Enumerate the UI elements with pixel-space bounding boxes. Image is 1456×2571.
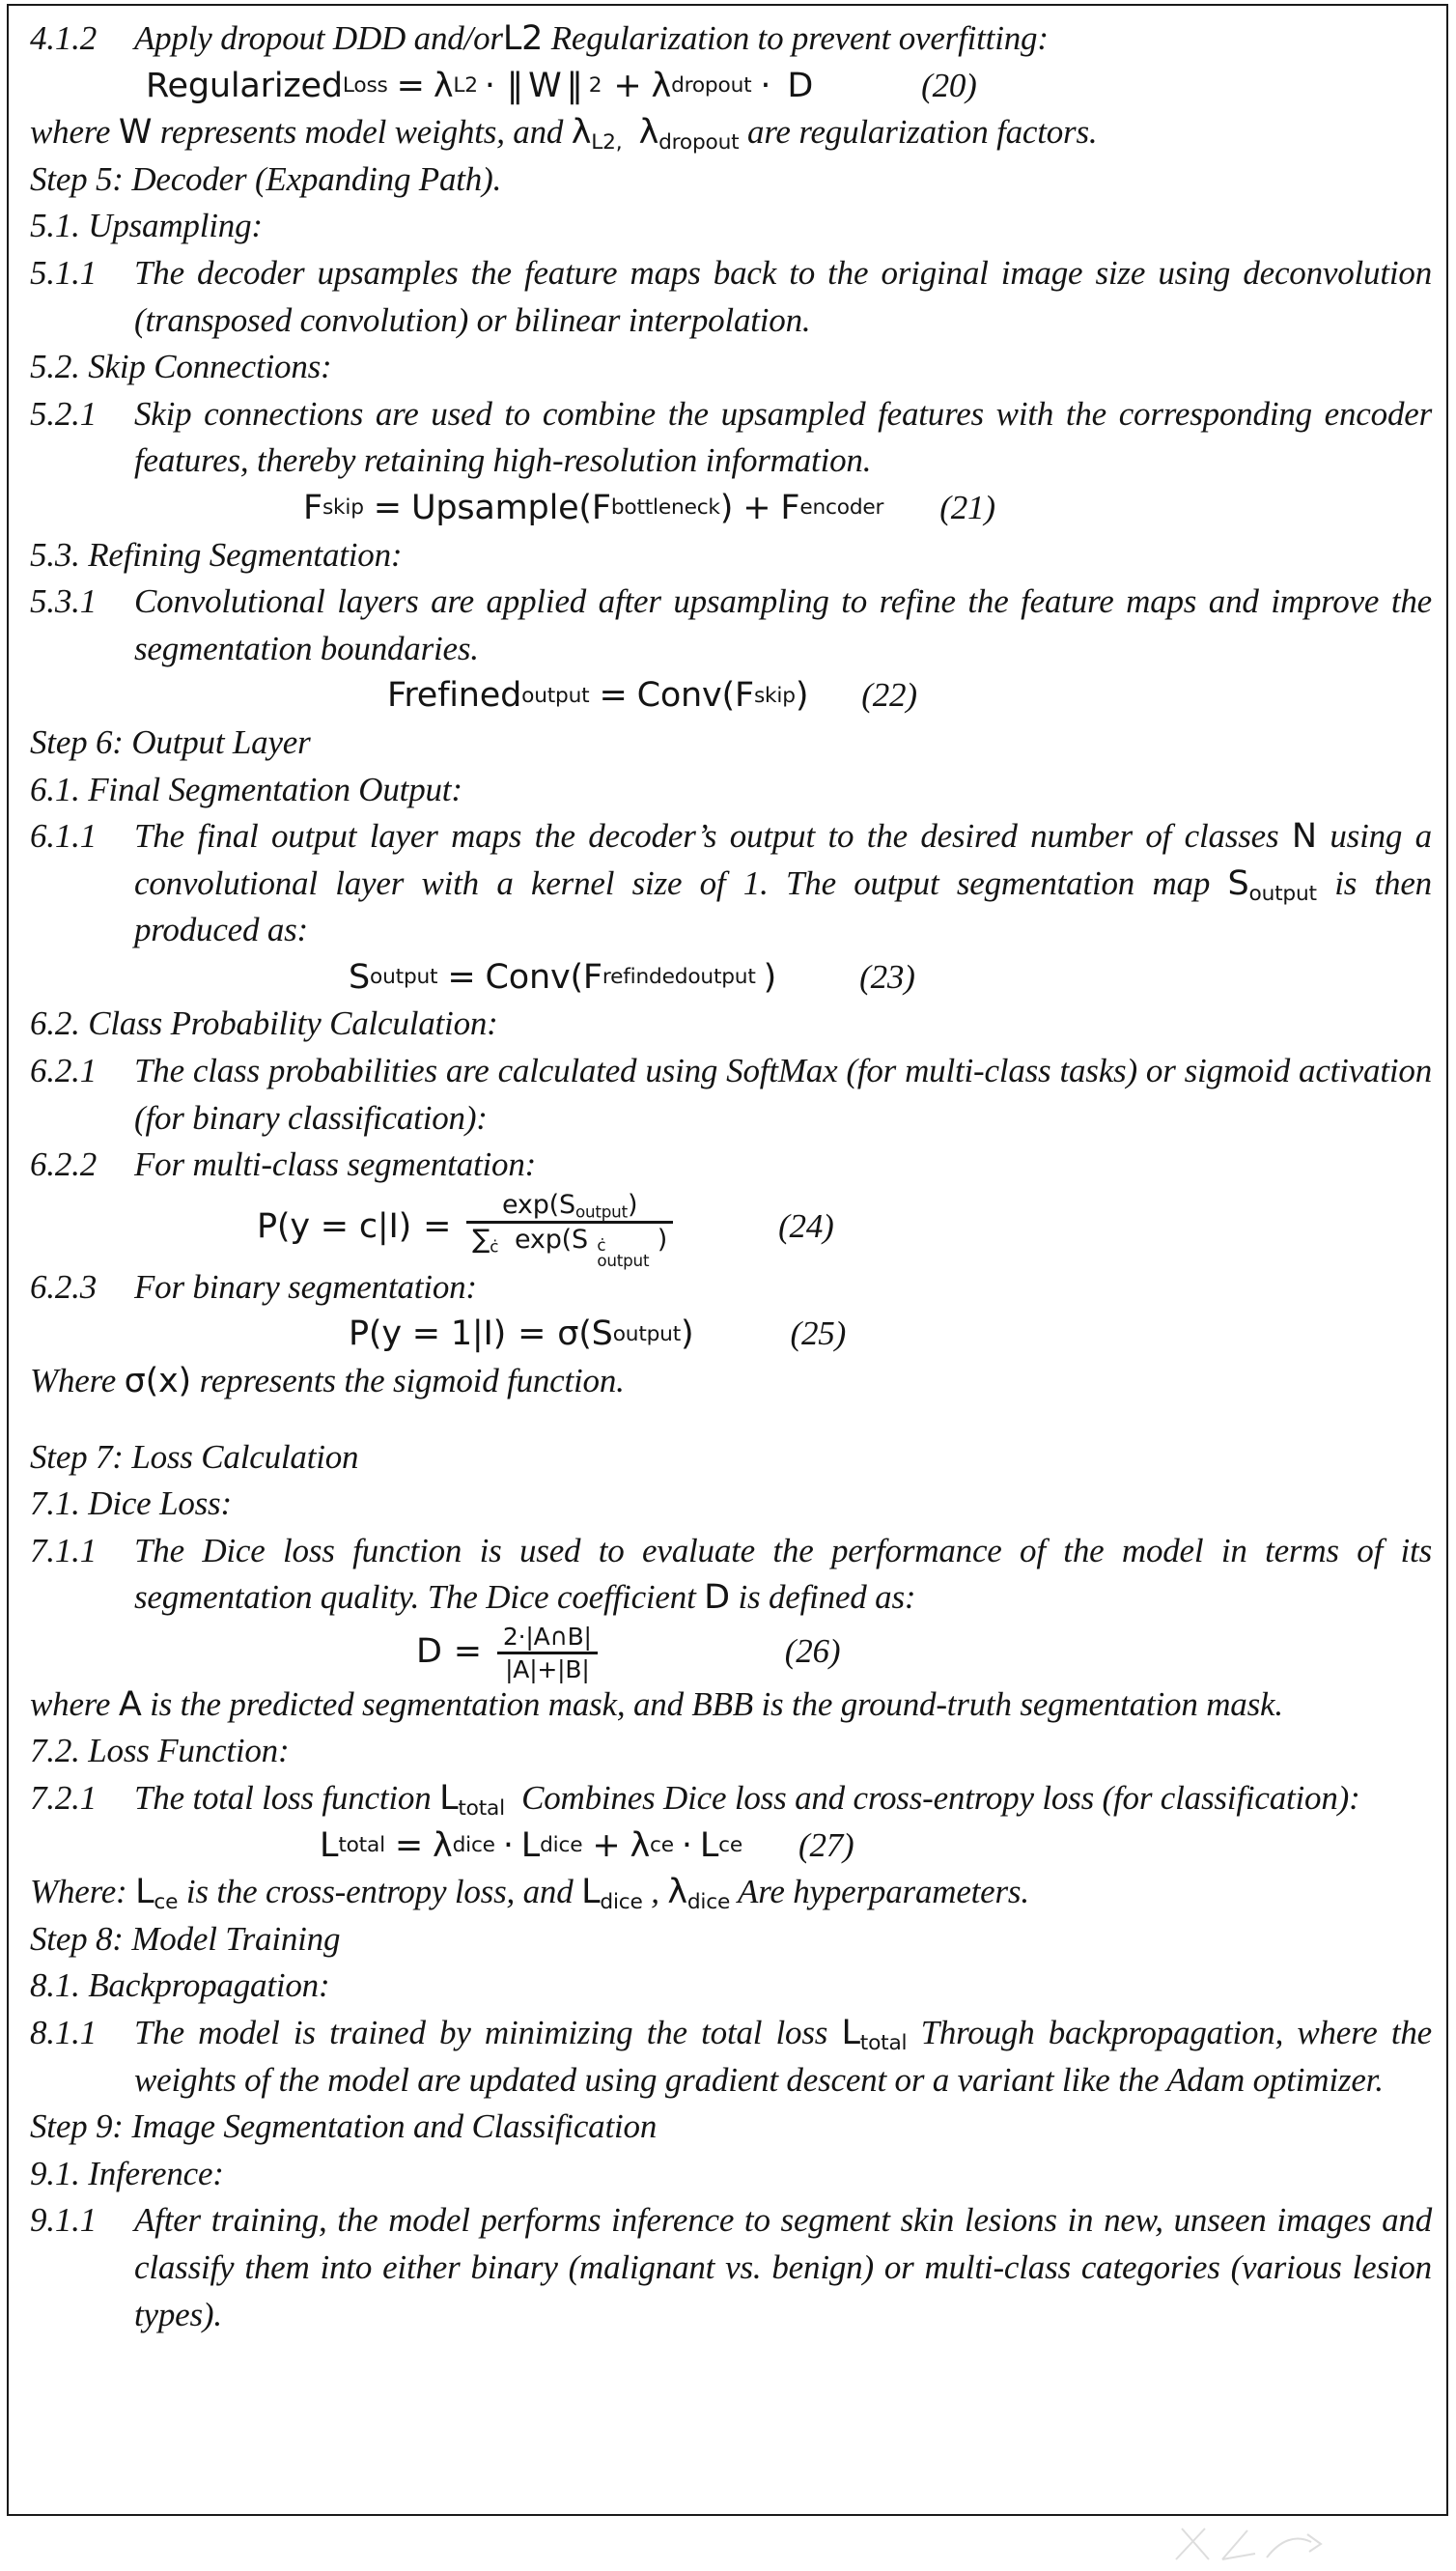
section-6-2-1-number: 6.2.1	[30, 1052, 98, 1090]
where25-tail: represents the sigmoid function.	[199, 1361, 625, 1399]
eq25-sigma: σ(S	[557, 1314, 613, 1354]
section-6-2-3-text: For binary segmentation:	[134, 1267, 477, 1306]
eq25-lhs: P(y = 1|I)	[349, 1314, 507, 1354]
eq24-equals: =	[423, 1206, 452, 1246]
section-4-1-2	[30, 15, 1432, 63]
section-5-3-1-text: Convolutional layers are applied after upsampling to refine the feature maps and improve the segmentation boundaries.	[134, 582, 1432, 667]
equation-23-number: (23)	[859, 957, 915, 996]
eq26-numerator: 2·|A∩B|	[502, 1622, 592, 1651]
heading-6-2: 6.2. Class Probability Calculation:	[30, 1004, 498, 1043]
eq22-equals: =	[599, 676, 628, 716]
eq23-equals: =	[447, 957, 476, 997]
heading-step-9: Step 9: Image Segmentation and Classification	[30, 2107, 658, 2146]
section-5-1-1-number: 5.1.1	[30, 253, 98, 292]
s611-part1: The final output layer maps the decoder’s output to the desired number of classes	[134, 817, 1279, 856]
where-clause-27	[30, 1869, 1432, 1916]
where27-comma: ,	[651, 1873, 659, 1911]
where20-lambda-dropout-sub: dropout	[658, 130, 740, 155]
where26-a-symbol: A	[118, 1684, 142, 1724]
s811-l-sub: total	[859, 2031, 908, 2056]
section-7-1-1-number: 7.1.1	[30, 1531, 98, 1569]
where27-lead: Where:	[30, 1873, 127, 1911]
equation-24	[30, 1189, 1432, 1270]
section-6-2-2-text: For multi-class segmentation:	[134, 1145, 537, 1184]
where20-lambda-l2-sub: L2,	[591, 130, 623, 155]
eq25-close: )	[681, 1314, 694, 1354]
section-7-2-1-text	[134, 1775, 1432, 1822]
where20-lambda-l2: λ	[571, 113, 592, 153]
equation-21-number: (21)	[939, 488, 995, 526]
s711-part1: The Dice loss function is used to evaluate the performance of the model in terms of its segmentation quality. The Dice coefficient	[134, 1531, 1432, 1617]
equation-27-body: L total = λ dice · L dice + λ ce · L ce (27)	[320, 1822, 854, 1870]
eq24-denom-fn: exp(S	[515, 1225, 588, 1256]
section-7-2-1	[30, 1775, 1432, 1822]
s711-part2: is defined as:	[738, 1578, 916, 1617]
where20-mid: represents model weights, and	[159, 113, 564, 152]
where20-lead: where	[30, 113, 111, 152]
equation-21-body: F skip = Upsample(F bottleneck ) + F encoder (21)	[303, 485, 995, 532]
equation-22-number: (22)	[861, 676, 917, 715]
eq21-close: )	[719, 488, 734, 527]
section-8-1-1-text	[134, 2010, 1432, 2104]
section-8-1-1	[30, 2010, 1432, 2104]
section-5-2-1	[30, 391, 1432, 485]
eq27-term1: L	[520, 1825, 541, 1865]
equation-25-body: P(y = 1|I) = σ(S output ) (25)	[349, 1311, 846, 1358]
eq27-dot2: ·	[681, 1825, 692, 1865]
eq20-lambda1: λ	[433, 66, 454, 105]
s721-l-sub: total	[458, 1796, 505, 1822]
where20-w: W	[118, 113, 153, 153]
eq24-denom-supsub	[597, 1237, 649, 1269]
eq24-denom-sup: ċ	[597, 1235, 606, 1256]
section-7-2-1-number: 7.2.1	[30, 1779, 98, 1818]
eq21-equals: =	[373, 488, 402, 527]
document-text-body	[30, 15, 1432, 2338]
section-6-2-3-number: 6.2.3	[30, 1267, 98, 1306]
heading-5-3: 5.3. Refining Segmentation:	[30, 535, 403, 574]
eq24-denom-sub: output	[597, 1250, 650, 1270]
equation-24-body	[257, 1189, 834, 1270]
equation-22-body: Frefined output = Conv(F skip ) (22)	[387, 672, 917, 720]
section-9-1-1-text: After training, the model performs inference to segment skin lesions in new, unseen images and classify them into either binary (malignant vs. benign) or multi-class categories (various lesion types).	[134, 2201, 1432, 2333]
s721-l-symbol: L	[439, 1779, 459, 1819]
heading-7-1: 7.1. Dice Loss:	[30, 1484, 232, 1523]
section-6-2-2	[30, 1142, 1432, 1189]
heading-step-5: Step 5: Decoder (Expanding Path).	[30, 159, 502, 198]
equation-27-number: (27)	[798, 1825, 854, 1864]
eq24-sigma: ∑	[472, 1225, 490, 1256]
s711-d-symbol: D	[704, 1578, 730, 1618]
section-9-1-1	[30, 2197, 1432, 2338]
heading-step-7: Step 7: Loss Calculation	[30, 1437, 359, 1476]
section-6-1-1-text	[134, 813, 1432, 954]
section-6-1-1-number: 6.1.1	[30, 817, 98, 856]
heading-step-8: Step 8: Model Training	[30, 1919, 341, 1958]
eq23-fn-sub-b: output	[687, 965, 756, 990]
eq20-lambda2: λ	[651, 66, 672, 105]
s811-part1: The model is trained by minimizing the total loss	[134, 2014, 828, 2052]
page-border-frame	[7, 4, 1448, 2516]
eq20-dot2: ·	[760, 66, 771, 105]
eq25-equals: =	[518, 1314, 546, 1354]
section-5-2-1-number: 5.2.1	[30, 394, 98, 433]
eq27-plus: +	[592, 1825, 621, 1865]
heading-5-2: 5.2. Skip Connections:	[30, 348, 332, 386]
section-8-1-1-number: 8.1.1	[30, 2014, 98, 2052]
l2-symbol: L2	[502, 19, 544, 58]
eq24-numer-fn: exp(S	[502, 1189, 575, 1220]
eq26-lhs: D	[416, 1631, 442, 1671]
eq24-numer-sub: output	[574, 1201, 628, 1222]
heading-7-2: 7.2. Loss Function:	[30, 1732, 290, 1770]
equation-26	[30, 1622, 1432, 1681]
eq23-lhs: S	[349, 957, 371, 997]
s611-s-sub: output	[1248, 881, 1317, 906]
section-9-1-1-number: 9.1.1	[30, 2201, 98, 2240]
section-5-3-1	[30, 579, 1432, 672]
where27-ldice: L	[581, 1873, 601, 1912]
s721-part1: The total loss function	[134, 1779, 432, 1818]
where20-tail: are regularization factors.	[747, 113, 1098, 152]
eq24-sigma-sub: ċ	[490, 1236, 499, 1257]
equation-20	[30, 63, 1432, 110]
watermark-mark	[1166, 2521, 1340, 2565]
equation-27	[30, 1822, 1432, 1870]
eq20-plus: +	[613, 66, 642, 105]
equation-25	[30, 1311, 1432, 1358]
equation-22	[30, 672, 1432, 720]
where26-tail: is the predicted segmentation mask, and BBB is the ground-truth segmentation mask.	[150, 1684, 1283, 1723]
eq24-numer-close: )	[627, 1189, 638, 1220]
eq26-equals: =	[453, 1631, 482, 1671]
s811-part2: Through backpropagation, where the weights of the model are updated using gradient descent or a variant like the Adam optimizer.	[134, 2014, 1432, 2099]
eq24-numerator	[496, 1191, 643, 1221]
where27-lamdice-sub: dice	[686, 1890, 731, 1915]
where26-lead: where	[30, 1684, 111, 1723]
section-6-2-1-text: The class probabilities are calculated using SoftMax (for multi-class tasks) or sigmoid activation (for binary classification):	[134, 1052, 1432, 1137]
equation-20-body: Regularized Loss = λ L2 · ‖ W ‖ 2 + λ dropout · D (20)	[146, 63, 977, 110]
section-7-1-1-text	[134, 1528, 1432, 1622]
equation-20-number: (20)	[921, 66, 977, 104]
eq20-lhs: Regularized	[146, 66, 343, 105]
where27-lamdice: λ	[667, 1873, 687, 1912]
heading-step-6: Step 6: Output Layer	[30, 722, 311, 761]
section-5-2-1-text: Skip connections are used to combine the upsampled features with the corresponding encoder features, thereby retaining high-resolution information.	[134, 394, 1432, 480]
eq20-norm-open: ‖	[506, 66, 524, 105]
eq24-denom-close: )	[657, 1225, 668, 1256]
where25-sigma: σ(x)	[124, 1361, 192, 1400]
eq21-fn: Upsample(F	[410, 488, 611, 527]
where27-lce-sub: ce	[154, 1890, 179, 1915]
where27-ldice-sub: dice	[600, 1890, 643, 1915]
equation-26-number: (26)	[784, 1631, 841, 1670]
section-5-3-1-number: 5.3.1	[30, 582, 98, 621]
eq27-term2: L	[699, 1825, 719, 1865]
section-4-1-2-text: Apply dropout DDD and/orL2 Regularization to prevent overfitting:	[134, 19, 1049, 58]
eq24-denominator	[466, 1224, 673, 1270]
eq22-close: )	[795, 676, 809, 716]
equation-24-number: (24)	[778, 1206, 834, 1245]
eq27-equals: =	[394, 1825, 424, 1865]
heading-8-1: 8.1. Backpropagation:	[30, 1966, 330, 2005]
where27-part1: is the cross-entropy loss, and	[185, 1873, 574, 1911]
eq20-dropterm: D	[787, 66, 814, 105]
heading-5-1: 5.1. Upsampling:	[30, 207, 263, 245]
paragraph-spacer	[30, 1405, 1432, 1434]
section-6-2-3	[30, 1264, 1432, 1312]
equation-23-body: S output = Conv(F refindedoutput ) (23)	[349, 954, 915, 1002]
eq24-fraction	[466, 1189, 673, 1270]
eq27-lambda1: λ	[433, 1825, 453, 1865]
where25-lead: Where	[30, 1361, 117, 1399]
section-5-1-1-text: The decoder upsamples the feature maps back to the original image size using deconvolution (transposed convolution) or bilinear interpolation.	[134, 253, 1432, 339]
where27-tail: Are hyperparameters.	[738, 1873, 1029, 1911]
eq20-dot1: ·	[484, 66, 495, 105]
section-5-1-1	[30, 250, 1432, 344]
eq26-fraction	[497, 1624, 598, 1683]
where-clause-25	[30, 1358, 1432, 1405]
section-4-1-2-number: 4.1.2	[30, 19, 98, 57]
eq20-equals: =	[396, 66, 425, 105]
section-6-1-1	[30, 813, 1432, 954]
heading-9-1: 9.1. Inference:	[30, 2154, 224, 2192]
where20-lambda-dropout: λ	[638, 113, 659, 153]
section-6-2-2-number: 6.2.2	[30, 1145, 98, 1184]
s611-part3: is then produced as:	[134, 863, 1432, 949]
eq21-plus: +	[742, 488, 771, 527]
where-clause-20	[30, 109, 1432, 156]
section-7-1-1	[30, 1528, 1432, 1622]
equation-25-number: (25)	[790, 1314, 847, 1353]
eq24-lhs: P(y = c|I)	[257, 1206, 412, 1246]
eq21-rhs: F	[780, 488, 800, 527]
eq27-lhs: L	[320, 1825, 339, 1865]
s811-l-symbol: L	[841, 2014, 860, 2053]
section-6-2-1	[30, 1048, 1432, 1142]
s611-n-symbol: N	[1291, 817, 1317, 857]
s721-part2: Combines Dice loss and cross-entropy loss (for classification):	[521, 1779, 1360, 1818]
where27-lce: L	[135, 1873, 154, 1912]
heading-6-1: 6.1. Final Segmentation Output:	[30, 770, 462, 808]
s611-s-symbol: S	[1227, 863, 1249, 903]
eq20-weights: W	[528, 66, 562, 105]
eq27-dot1: ·	[502, 1825, 514, 1865]
eq22-fn: Conv(F	[636, 676, 754, 716]
eq23-close: )	[763, 957, 777, 997]
eq27-lambda2: λ	[630, 1825, 650, 1865]
s611-part2: using a convolutional layer with a kernel size of 1. The output segmentation map	[134, 817, 1432, 902]
eq23-fn-sub-a: refinded	[602, 965, 688, 990]
equation-21	[30, 485, 1432, 532]
eq20-norm-close: ‖	[566, 66, 583, 105]
equation-23	[30, 954, 1432, 1002]
equation-26-body	[416, 1622, 840, 1681]
eq23-fn: Conv(F	[485, 957, 602, 997]
eq21-lhs: F	[303, 488, 322, 527]
eq22-lhs: Frefined	[387, 676, 522, 716]
eq26-denominator: |A|+|B|	[505, 1654, 590, 1683]
where-clause-26	[30, 1681, 1432, 1729]
